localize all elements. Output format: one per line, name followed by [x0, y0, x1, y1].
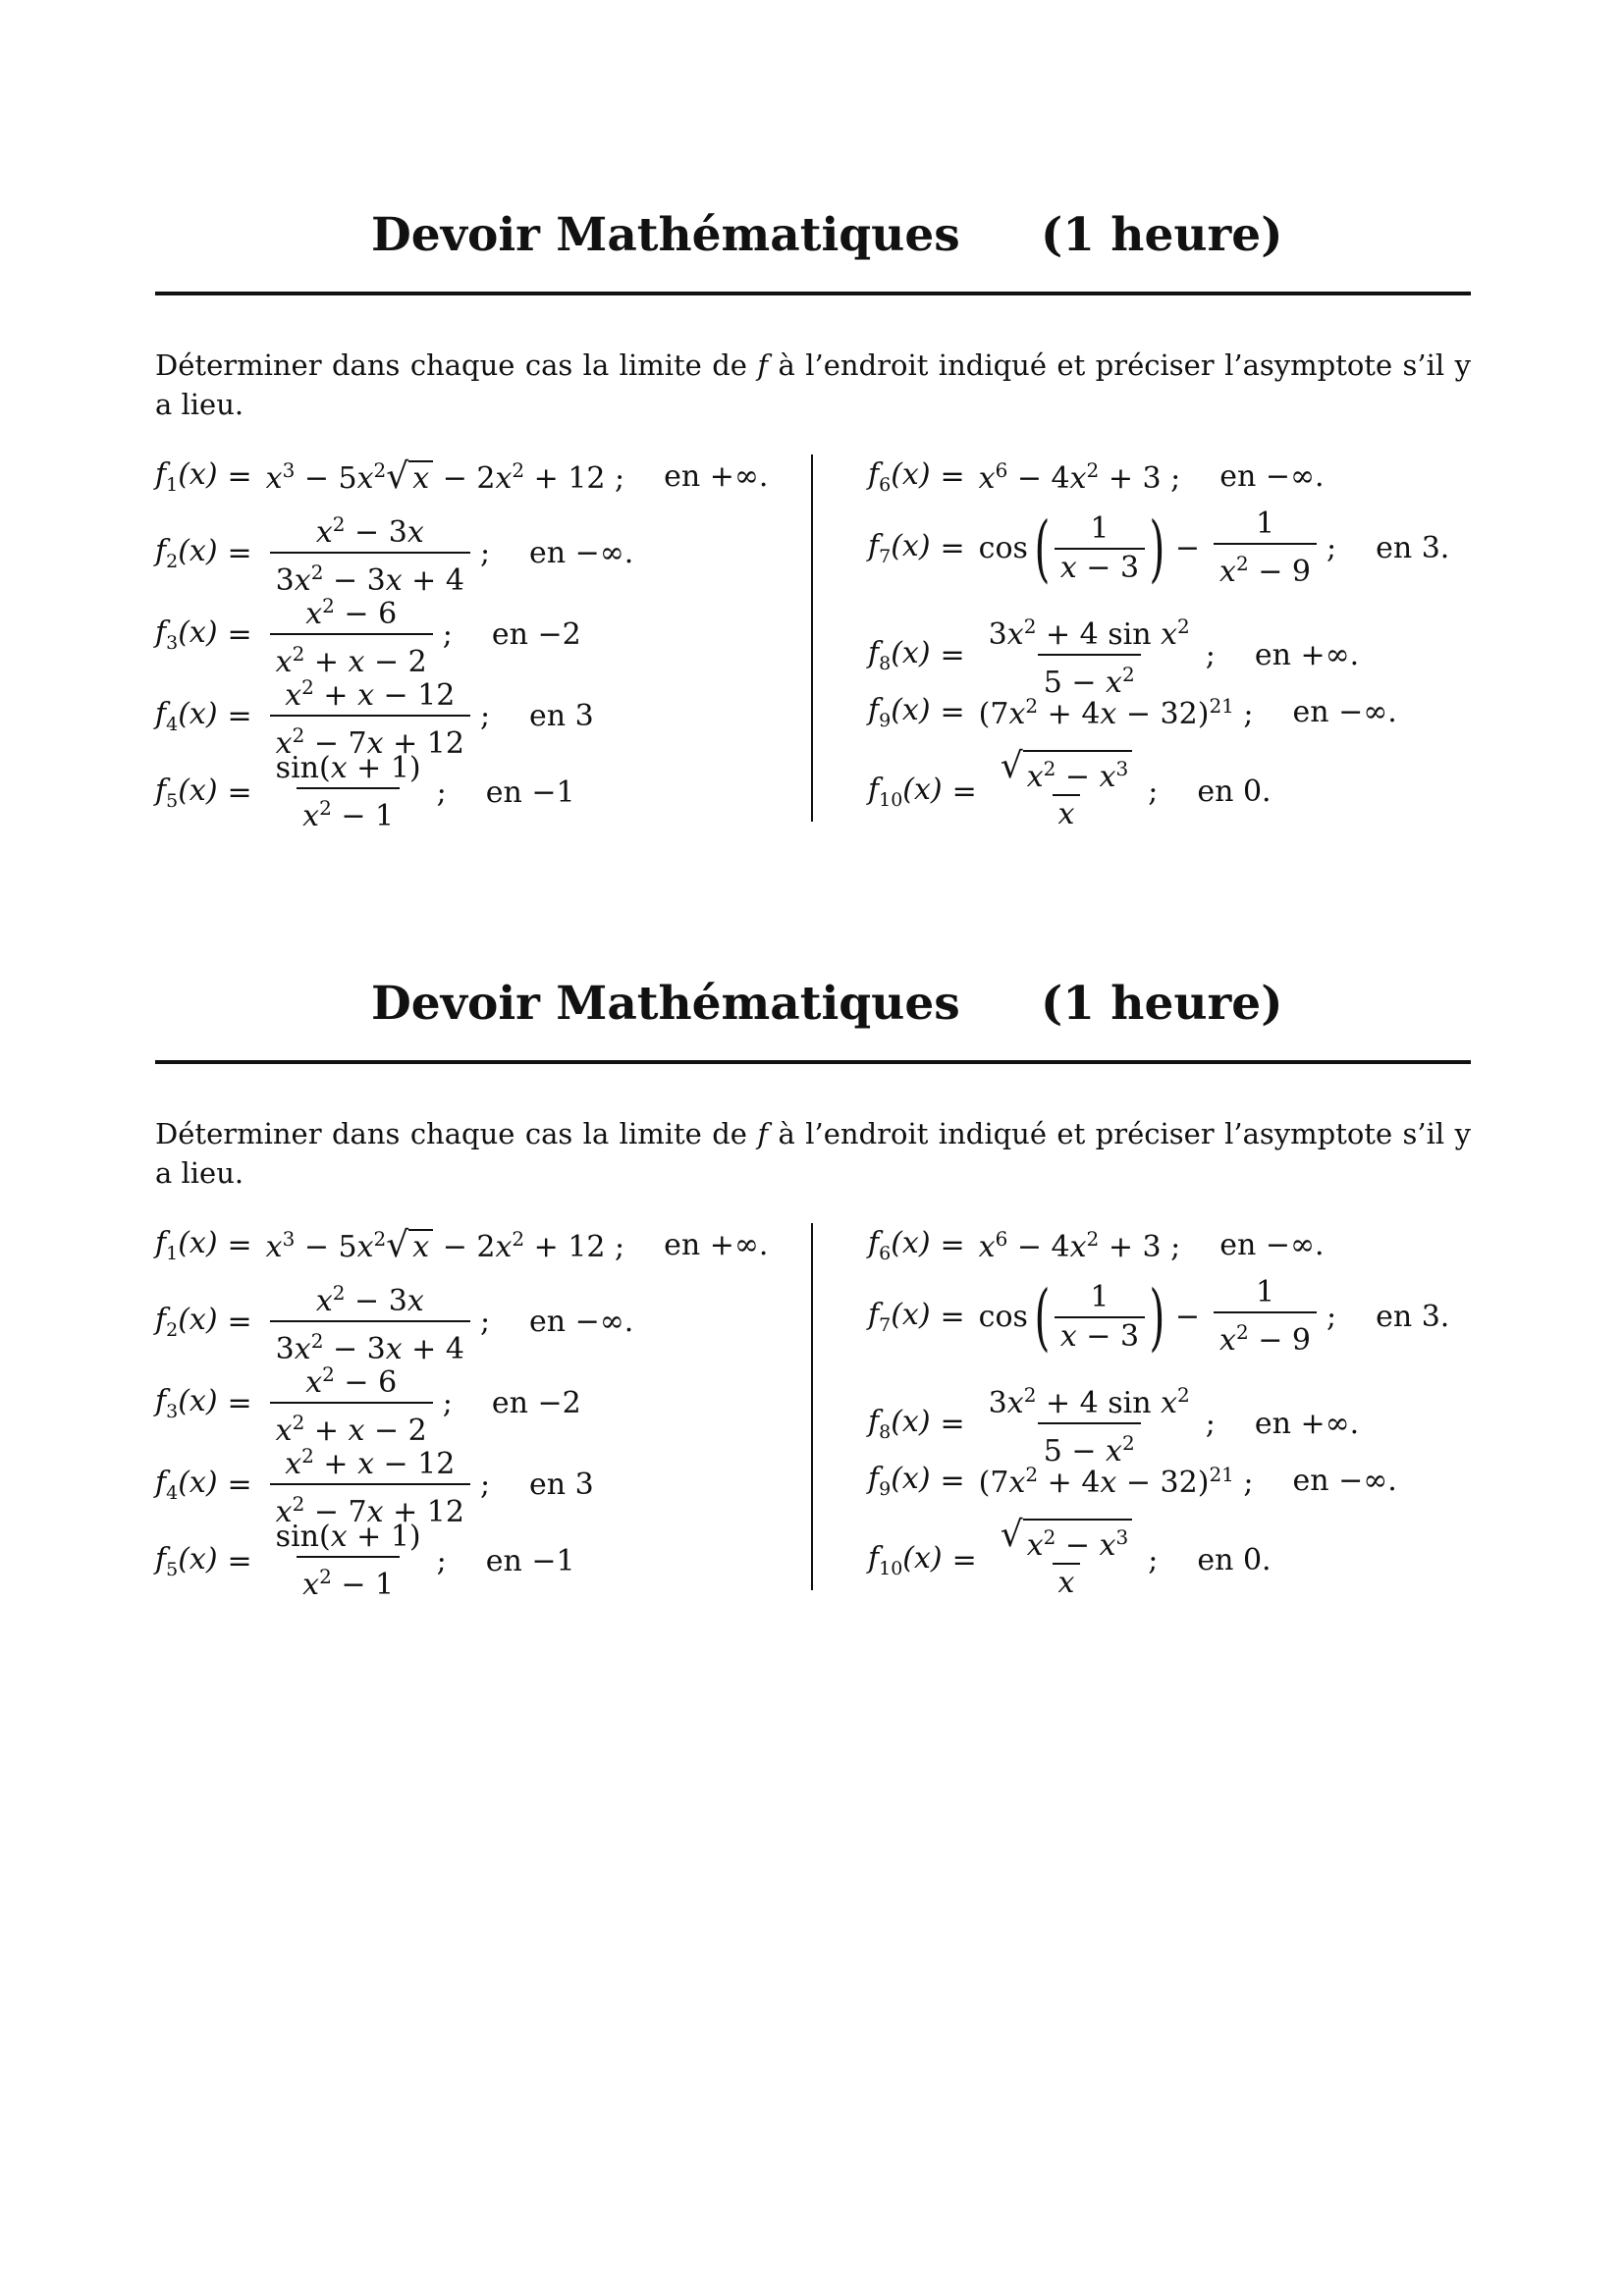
fraction: $\frac{x^2 - 3x}{3x^2 - 3x + 4}$ — [270, 506, 470, 600]
function-label: $f_9(x)$ — [868, 1462, 931, 1500]
function-f5: $f_5(x)$ = $\frac{\sin(x + 1)}{x^2 - 1}$ ; en −1 — [155, 751, 575, 833]
function-f3: $f_3(x)$ = $\frac{x^2 - 6}{x^2 + x - 2}$ ; en −2 — [155, 587, 581, 681]
function-label: $f_7(x)$ — [868, 529, 931, 567]
function-label: $f_7(x)$ — [868, 1298, 931, 1336]
fraction: $\frac{x^2 - 3x}{3x^2 - 3x + 4}$ — [270, 1274, 470, 1368]
limit-point: en +∞. — [664, 1228, 769, 1262]
exam-duration: (1 heure) — [1041, 977, 1283, 1031]
function-f1: $f_1(x)$ = $x^3 - 5x^2$ √ x − $2x^2 + 12$ ; en +∞. — [155, 1224, 769, 1265]
limit-point: en −1 — [485, 1544, 575, 1578]
function-label: $f_{10}(x)$ — [868, 773, 943, 811]
function-f1: $f_1(x)$ = $x^3 - 5x^2$ √ x − $2x^2 + 12$ ; en +∞. — [155, 455, 769, 497]
fraction: $\frac{1}{x - 3}$ — [1055, 510, 1145, 587]
function-expression: $x^6 - 4x^2 + 3$ ; — [978, 457, 1181, 496]
exam-duration: (1 heure) — [1041, 208, 1283, 262]
limit-point: en −∞. — [1219, 459, 1325, 494]
fraction: $\frac{x^2 + x - 12}{x^2 - 7x + 12}$ — [270, 1437, 470, 1531]
column-divider — [811, 454, 813, 822]
exam-sheet-copy-1 — [0, 0, 1624, 833]
limit-point: en −∞. — [529, 535, 634, 570]
limit-point: en −∞. — [1292, 1464, 1397, 1498]
function-label: $f_2(x)$ — [155, 1302, 218, 1341]
exam-sheet-copy-2 — [0, 769, 1624, 1602]
function-f7: $f_7(x)$ = cos ( $\frac{1}{x - 3}$ ) − $\frac{1}{x^2 - 9}$ ; en 3. — [868, 506, 1450, 591]
function-f2: $f_2(x)$ = $\frac{x^2 - 3x}{3x^2 - 3x + 4}$ ; en −∞. — [155, 1274, 633, 1368]
limit-point: en +∞. — [664, 459, 769, 494]
function-f6: $f_6(x)$ = $x^6 - 4x^2 + 3$ ; en −∞. — [868, 1226, 1325, 1264]
fraction: $\frac{\sin(x + 1)}{x^2 - 1}$ — [275, 751, 421, 833]
function-f9: $f_9(x)$ = $(7x^2 + 4x - 32)^{21}$ ; en −∞. — [868, 693, 1397, 731]
fraction: $\frac{1}{x - 3}$ — [1055, 1279, 1145, 1356]
limit-point: en 3 — [529, 698, 594, 733]
exam-title: Devoir Mathématiques — [371, 208, 960, 262]
function-f10: $f_{10}(x)$ = √ $x^2 - x^3$ x ; en 0. — [868, 1515, 1272, 1600]
function-f2: $f_2(x)$ = $\frac{x^2 - 3x}{3x^2 - 3x + 4}$ ; en −∞. — [155, 506, 633, 600]
function-f10: $f_{10}(x)$ = √ $x^2 - x^3$ x ; en 0. — [868, 746, 1272, 831]
fraction: $\frac{1}{x^2 - 9}$ — [1214, 506, 1317, 591]
function-expression: $(7x^2 + 4x - 32)^{21}$ ; — [978, 693, 1254, 731]
instruction-text: Déterminer dans chaque cas la limite de f à l’endroit indiqué et préciser l’asymptote s’il y a lieu. — [155, 348, 1471, 421]
limit-point: en 3 — [529, 1467, 594, 1502]
function-f7: $f_7(x)$ = cos ( $\frac{1}{x - 3}$ ) − $\frac{1}{x^2 - 9}$ ; en 3. — [868, 1274, 1450, 1360]
function-label: $f_5(x)$ — [155, 774, 218, 812]
exam-title: Devoir Mathématiques — [371, 977, 960, 1031]
function-label: $f_{10}(x)$ — [868, 1541, 943, 1579]
function-f3: $f_3(x)$ = $\frac{x^2 - 6}{x^2 + x - 2}$ ; en −2 — [155, 1356, 581, 1450]
limit-point: en +∞. — [1254, 637, 1360, 672]
function-label: $f_3(x)$ — [155, 1383, 218, 1422]
fraction: √ $x^2 - x^3$ x — [995, 750, 1138, 833]
fraction: $\frac{3x^2 + 4 \sin x^2}{5 - x^2}$ — [988, 1383, 1190, 1468]
function-label: $f_4(x)$ — [155, 696, 218, 735]
function-label: $f_4(x)$ — [155, 1465, 218, 1504]
function-f9: $f_9(x)$ = $(7x^2 + 4x - 32)^{21}$ ; en −∞. — [868, 1462, 1397, 1500]
function-f6: $f_6(x)$ = $x^6 - 4x^2 + 3$ ; en −∞. — [868, 457, 1325, 496]
function-f5: $f_5(x)$ = $\frac{\sin(x + 1)}{x^2 - 1}$ ; en −1 — [155, 1520, 575, 1602]
title-rule — [155, 292, 1471, 295]
function-label: $f_2(x)$ — [155, 533, 218, 572]
fraction: $\frac{1}{x^2 - 9}$ — [1214, 1274, 1317, 1360]
limit-point: en −2 — [491, 1385, 581, 1420]
function-label: $f_5(x)$ — [155, 1542, 218, 1580]
limit-point: en −2 — [491, 616, 581, 652]
fraction: $\frac{x^2 - 6}{x^2 + x - 2}$ — [270, 1356, 433, 1450]
fraction: $\frac{\sin(x + 1)}{x^2 - 1}$ — [275, 1520, 421, 1602]
function-expression: $(7x^2 + 4x - 32)^{21}$ ; — [978, 1462, 1254, 1500]
limit-point: en −∞. — [1219, 1228, 1325, 1262]
limit-point: en −1 — [485, 775, 575, 810]
function-f4: $f_4(x)$ = $\frac{x^2 + x - 12}{x^2 - 7x + 12}$ ; en 3 — [155, 1437, 594, 1531]
function-label: $f_3(x)$ — [155, 614, 218, 654]
function-label: $f_6(x)$ — [868, 1226, 931, 1264]
fraction: √ $x^2 - x^3$ x — [995, 1519, 1138, 1602]
function-f8: $f_8(x)$ = $\frac{3x^2 + 4 \sin x^2}{5 - x^2}$ ; en +∞. — [868, 1376, 1359, 1470]
limit-point: en +∞. — [1254, 1406, 1360, 1441]
function-f4: $f_4(x)$ = $\frac{x^2 + x - 12}{x^2 - 7x + 12}$ ; en 3 — [155, 668, 594, 763]
function-label: $f_8(x)$ — [868, 1404, 931, 1443]
function-label: $f_1(x)$ — [155, 1226, 218, 1264]
function-label: $f_1(x)$ — [155, 457, 218, 496]
function-expression: $x^3 - 5x^2$ √ x − $2x^2 + 12$ ; — [265, 455, 625, 497]
limit-point: en −∞. — [529, 1304, 634, 1339]
limit-point: en 3. — [1376, 1300, 1450, 1334]
function-f8: $f_8(x)$ = $\frac{3x^2 + 4 \sin x^2}{5 - x^2}$ ; en +∞. — [868, 608, 1359, 702]
title-rule — [155, 1060, 1471, 1064]
limit-point: en 0. — [1197, 1543, 1272, 1577]
function-label: $f_9(x)$ — [868, 693, 931, 731]
fraction: $\frac{3x^2 + 4 \sin x^2}{5 - x^2}$ — [988, 614, 1190, 700]
limit-point: en 0. — [1197, 774, 1272, 809]
limit-point: en 3. — [1376, 531, 1450, 565]
fraction: $\frac{x^2 - 6}{x^2 + x - 2}$ — [270, 587, 433, 681]
function-expression: $x^3 - 5x^2$ √ x − $2x^2 + 12$ ; — [265, 1224, 625, 1265]
fraction: $\frac{x^2 + x - 12}{x^2 - 7x + 12}$ — [270, 668, 470, 763]
column-divider — [811, 1223, 813, 1590]
instruction-text: Déterminer dans chaque cas la limite de f à l’endroit indiqué et préciser l’asymptote s’il y a lieu. — [155, 1117, 1471, 1190]
function-label: $f_8(x)$ — [868, 635, 931, 674]
function-label: $f_6(x)$ — [868, 457, 931, 496]
limit-point: en −∞. — [1292, 695, 1397, 729]
function-expression: $x^6 - 4x^2 + 3$ ; — [978, 1226, 1181, 1264]
